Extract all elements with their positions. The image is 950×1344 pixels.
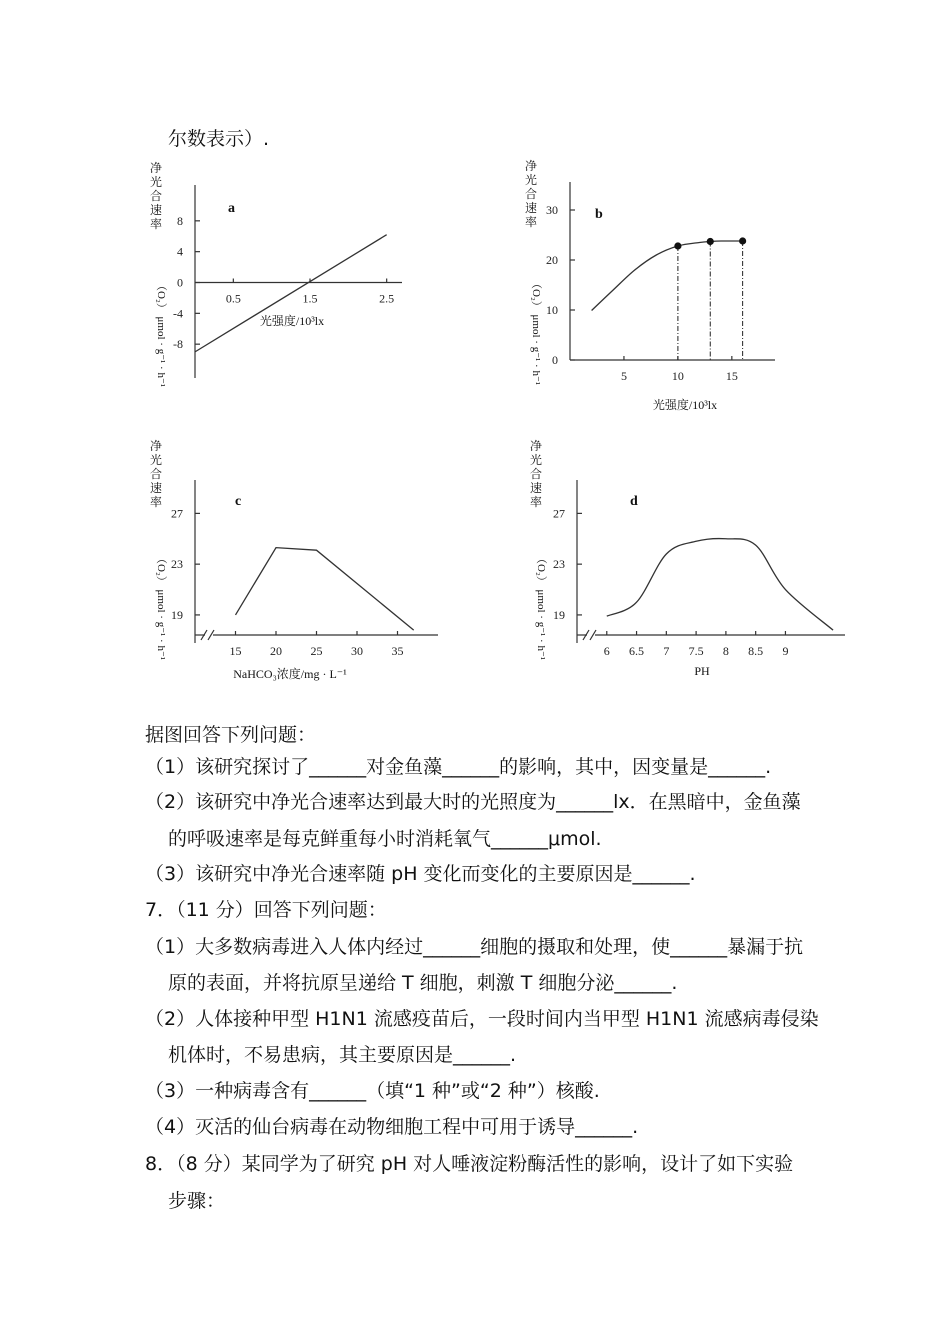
x-tick-label: 25	[310, 644, 323, 658]
question-7-1a: （1）大多数病毒进入人体内经过______细胞的摄取和处理，使______暴漏于抗	[145, 936, 804, 958]
question-7-4: （4）灭活的仙台病毒在动物细胞工程中可用于诱导______.	[145, 1116, 639, 1138]
y-tick-label: 20	[546, 253, 558, 267]
question-8-b: 步骤：	[168, 1190, 226, 1212]
y-tick-label: 0	[552, 353, 558, 367]
chart-d	[520, 435, 850, 685]
x-tick-label: 7.5	[688, 644, 704, 658]
panel-label: a	[228, 201, 235, 216]
chart-a	[140, 160, 440, 400]
x-tick-label: 10	[671, 369, 684, 383]
data-point-marker	[739, 237, 746, 244]
data-point-marker	[707, 238, 714, 245]
question-7-3: （3）一种病毒含有______（填“1 种”或“2 种”）核酸.	[145, 1080, 600, 1102]
y-tick-label: 19	[171, 607, 183, 622]
question-6-2b: 的呼吸速率是每克鲜重每小时消耗氧气______μmol.	[168, 828, 602, 850]
x-tick-label: 15	[725, 369, 738, 383]
chart-c-svg	[140, 435, 440, 685]
x-tick-label: 35	[391, 644, 404, 658]
chart-b-svg	[515, 160, 815, 420]
data-point-marker	[674, 242, 681, 249]
question-6-3: （3）该研究中净光合速率随 pH 变化而变化的主要原因是______.	[145, 863, 696, 885]
y-axis-label-top: 净光合速率	[525, 159, 538, 229]
panel-label: d	[630, 494, 638, 509]
x-tick-label: 5	[620, 369, 627, 383]
y-tick-label: 30	[546, 203, 558, 217]
series-line	[607, 539, 833, 631]
intro-tail: 尔数表示）.	[168, 128, 270, 150]
x-tick-label: 30	[351, 644, 363, 658]
y-tick-label: 4	[177, 244, 183, 259]
y-tick-label: 27	[553, 506, 565, 521]
series-line	[195, 235, 387, 352]
chart-c	[140, 435, 440, 685]
panel-label: c	[235, 494, 242, 509]
y-axis-label-units: （O₂） μmol · g⁻¹ · h⁻¹	[155, 280, 167, 388]
question-7-1b: 原的表面，并将抗原呈递给 T 细胞，刺激 T 细胞分泌______.	[168, 972, 678, 994]
y-tick-label: 0	[177, 275, 183, 290]
y-tick-label: 10	[546, 303, 558, 317]
question-6-2a: （2）该研究中净光合速率达到最大时的光照度为______lx．在黑暗中，金鱼藻	[145, 791, 801, 813]
y-axis-label-top: 净光合速率	[150, 439, 163, 509]
x-tick-label: 6	[603, 644, 610, 658]
x-axis-label: 光强度/10³lx	[652, 398, 718, 412]
x-tick-label: 1.5	[302, 291, 318, 306]
y-axis-label-units: （O₂） μmol · g⁻¹ · h⁻¹	[155, 553, 167, 661]
x-axis-label: PH	[694, 664, 710, 678]
y-tick-label: -8	[173, 337, 183, 352]
series-line	[592, 241, 743, 311]
panel-label: b	[595, 207, 603, 222]
x-tick-label: 6.5	[629, 644, 645, 658]
question-8-a: 8．（8 分）某同学为了研究 pH 对人唾液淀粉酶活性的影响，设计了如下实验	[145, 1153, 794, 1175]
x-tick-label: 0.5	[225, 291, 241, 306]
x-tick-label: 15	[229, 644, 242, 658]
series-line	[236, 548, 414, 630]
y-tick-label: 27	[171, 506, 183, 521]
chart-b	[515, 160, 815, 420]
x-tick-label: 7	[663, 644, 670, 658]
y-axis-label-top: 净光合速率	[150, 161, 163, 231]
question-7-heading: 7．（11 分）回答下列问题：	[145, 899, 387, 921]
x-tick-label: 2.5	[379, 291, 395, 306]
x-tick-label: 8.5	[748, 644, 764, 658]
y-tick-label: -4	[173, 306, 183, 321]
question-6-1: （1）该研究探讨了______对金鱼藻______的影响，其中，因变量是______.	[145, 756, 772, 778]
answer-prompt: 据图回答下列问题：	[145, 724, 317, 746]
y-axis-label-top: 净光合速率	[530, 439, 543, 509]
question-7-2a: （2）人体接种甲型 H1N1 流感疫苗后，一段时间内当甲型 H1N1 流感病毒侵染	[145, 1008, 819, 1030]
x-axis-label: NaHCO₃浓度/mg · L⁻¹	[233, 667, 347, 681]
y-axis-label-units: （O₂） μmol · g⁻¹ · h⁻¹	[535, 553, 547, 661]
chart-a-svg	[140, 160, 440, 400]
question-7-2b: 机体时，不易患病，其主要原因是______.	[168, 1044, 517, 1066]
y-tick-label: 23	[553, 557, 565, 572]
chart-d-svg	[520, 435, 850, 685]
x-tick-label: 20	[270, 644, 282, 658]
y-tick-label: 19	[553, 607, 565, 622]
x-axis-label: 光强度/10³lx	[259, 314, 325, 328]
x-tick-label: 8	[722, 644, 729, 658]
x-tick-label: 9	[782, 644, 789, 658]
y-axis-label-units: （O₂） μmol · g⁻¹ · h⁻¹	[530, 278, 542, 386]
y-tick-label: 8	[177, 213, 183, 228]
y-tick-label: 23	[171, 557, 183, 572]
